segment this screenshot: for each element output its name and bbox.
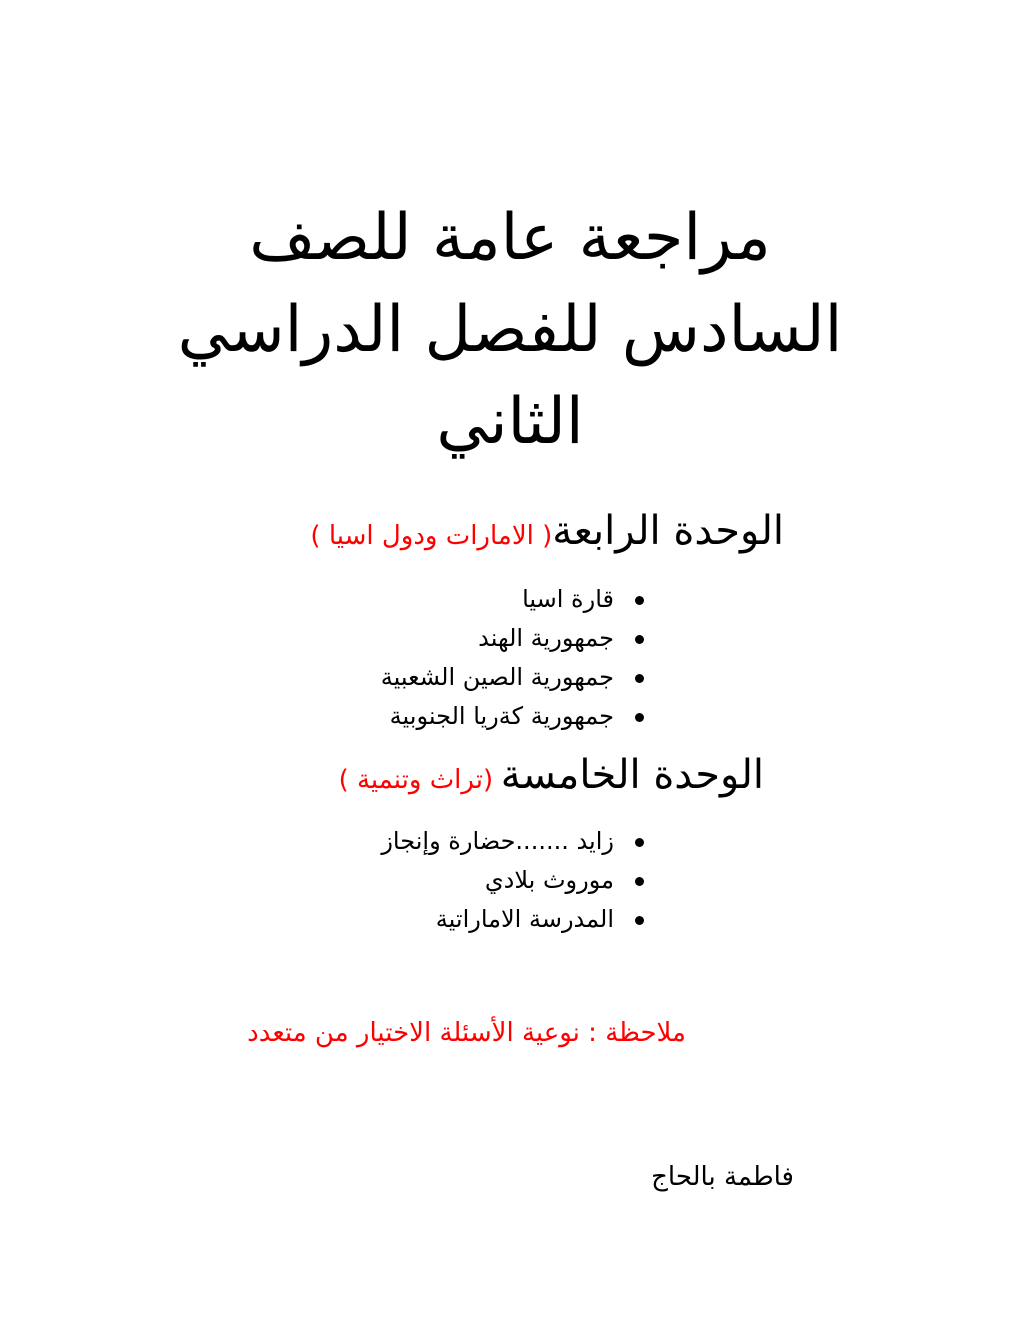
topic-label: جمهورية الهند: [478, 624, 614, 652]
note-text: ملاحظة : نوعية الأسئلة الاختيار من متعدد: [247, 1018, 686, 1048]
unit-5-subtitle: (تراث وتنمية ): [338, 765, 494, 795]
unit-4-topic-list: [381, 580, 614, 736]
bullet-icon: [635, 838, 644, 847]
title-line-1: مراجعة عامة للصف: [249, 201, 771, 275]
list-item: [381, 861, 614, 900]
list-item: [381, 619, 614, 658]
topic-label: قارة اسيا: [522, 585, 614, 613]
list-item: [381, 822, 614, 861]
unit-4-heading: [310, 508, 784, 554]
list-item: [381, 580, 614, 619]
bullet-icon: [635, 596, 644, 605]
list-item: [381, 658, 614, 697]
topic-label: موروث بلادي: [484, 866, 614, 894]
list-item: [381, 900, 614, 939]
unit-4-title: الوحدة الرابعة: [552, 508, 784, 554]
bullet-icon: [635, 713, 644, 722]
unit-4-subtitle: ( الامارات ودول اسيا ): [310, 521, 553, 551]
topic-label: المدرسة الاماراتية: [435, 905, 614, 933]
title-line-3: الثاني: [436, 385, 584, 459]
bullet-icon: [635, 635, 644, 644]
bullet-icon: [635, 916, 644, 925]
author-name: فاطمة بالحاج: [651, 1162, 794, 1192]
unit-5-heading: [339, 752, 764, 798]
unit-5-topic-list: [381, 822, 614, 939]
title-line-2: السادس للفصل الدراسي: [177, 293, 843, 367]
topic-label: جمهورية كةريا الجنوبية: [389, 702, 614, 730]
bullet-icon: [635, 674, 644, 683]
topic-label: جمهورية الصين الشعبية: [380, 663, 614, 691]
page-title: [60, 192, 960, 468]
topic-label: زايد .......حضارة وإنجاز: [381, 827, 614, 855]
bullet-icon: [635, 877, 644, 886]
unit-5-title: الوحدة الخامسة: [500, 752, 764, 798]
list-item: [381, 697, 614, 736]
